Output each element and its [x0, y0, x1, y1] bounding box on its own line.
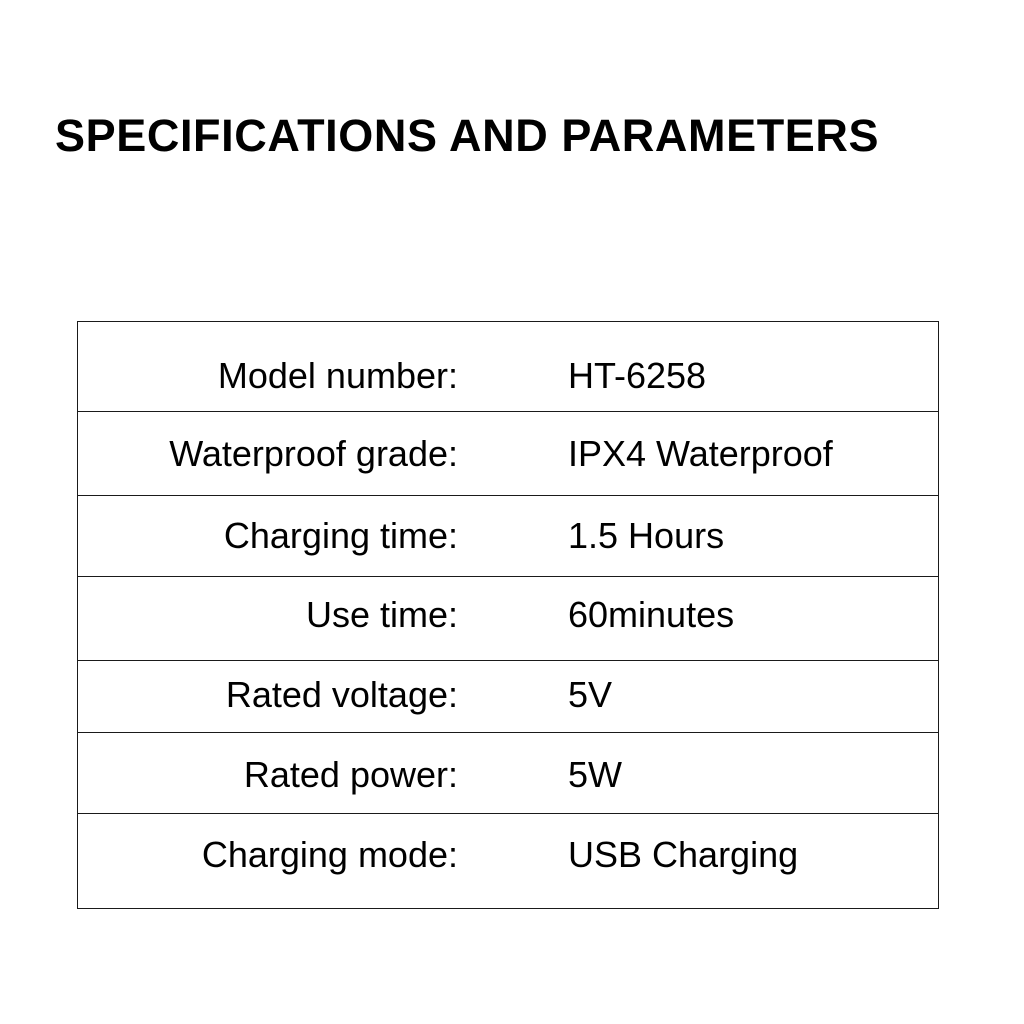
- spec-value: 5V: [568, 674, 613, 715]
- spec-row-charging-mode: [78, 814, 938, 908]
- spec-label: Waterproof grade:: [169, 433, 458, 474]
- spec-row-model-number: [78, 322, 938, 412]
- spec-label: Use time:: [305, 594, 458, 635]
- page-title: SPECIFICATIONS AND PARAMETERS: [55, 110, 880, 161]
- spec-table: [77, 321, 939, 909]
- spec-label: Charging time:: [223, 515, 458, 556]
- spec-row-waterproof-grade: [78, 412, 938, 496]
- spec-row-use-time: [78, 577, 938, 661]
- spec-value: HT-6258: [568, 355, 707, 396]
- spec-row-charging-time: [78, 496, 938, 577]
- spec-label: Model number:: [217, 355, 458, 396]
- spec-value: 5W: [568, 754, 622, 795]
- spec-value: 1.5 Hours: [568, 515, 725, 556]
- spec-label: Rated power:: [243, 754, 458, 795]
- spec-label: Charging mode:: [201, 834, 458, 875]
- spec-label: Rated voltage:: [225, 674, 458, 715]
- spec-value: USB Charging: [568, 834, 799, 875]
- spec-row-rated-power: [78, 733, 938, 814]
- spec-row-rated-voltage: [78, 661, 938, 733]
- spec-value: IPX4 Waterproof: [568, 433, 833, 474]
- spec-value: 60minutes: [568, 594, 735, 635]
